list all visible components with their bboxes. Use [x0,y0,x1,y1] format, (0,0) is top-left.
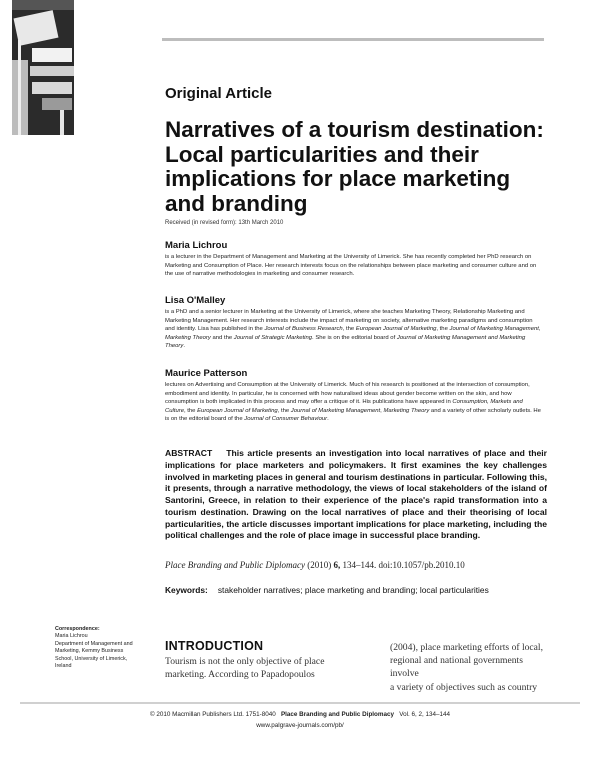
article-title: Narratives of a tourism destination: Local particularities and their implications for place marketing and branding [165,117,544,216]
journal-url[interactable]: www.palgrave-journals.com/pb/ [256,722,344,729]
body-text-left-column: Tourism is not the only objective of place marketing. According to Papadopoulos [165,656,325,681]
abstract-text: This article presents an investigation into local narratives of place and their implications for place marketers and policymakers. It first examines the key challenges involved in marketing places in general and tourism destinations in particular. Following this, it presents, through a narrative methodology, the views of local stakeholders of the island of Santorini, Greece, in relation to their experience of the place's rapid transformation into a tourism destination. Drawing on the local narratives of place and their theorising of local particularities, the article discusses important implications for place marketing, including the political challenges and the role of place image in successful place branding. [165,448,547,541]
correspondence: Correspondence: Maria Lichrou Department of Management and Marketing, Kemmy Business School, University of Limerick, Ireland [55,626,155,670]
correspondence-label: Correspondence: [55,626,100,632]
received-date: Received (in revised form): 13th March 2010 [165,220,284,226]
author-bio: lectures on Advertising and Consumption at the University of Limerick. Much of his research is positioned at the intersection of consumption, embodiment and identity. In particular, he is concerned with how naturalised ideas about gender become written on the skin, and how consumption is both implicated in this process and may offer a critique of it. His publications have appeared in Consumption, Markets and Culture, the European Journal of Marketing, the Journal of Marketing Management, Marketing Theory and a variety of other scholarly outlets. He is on the editorial board of the Journal of Consumer Behaviour. [165,382,541,423]
abstract-label: ABSTRACT [165,448,213,458]
abstract [165,448,547,542]
citation: Place Branding and Public Diplomacy (2010) 6, 134–144. doi:10.1057/pb.2010.10 [165,560,465,570]
keywords-label: Keywords: [165,585,208,595]
header-rule [162,38,544,41]
article-type: Original Article [165,85,272,102]
author-name: Lisa O'Malley [165,295,226,306]
journal-name: Place Branding and Public Diplomacy [280,711,394,718]
footer-rule [20,702,580,704]
author-bio: is a lecturer in the Department of Management and Marketing at the University of Limerick. She has recently completed her PhD research on Marketing and Consumption of Place. Her research interests focus on the relationships between place marketing and consumer culture and on the use of narrative methodologies in marketing and consumer research. [165,254,537,278]
keywords-text: stakeholder narratives; place marketing and branding; local particularities [217,585,489,595]
copyright: © 2010 Macmillan Publishers Ltd. 1751-8040 [149,711,276,718]
author-name: Maurice Patterson [165,368,248,379]
journal-issue: Vol. 6, 2, 134–144 [399,711,451,718]
body-text-right-column: (2004), place marketing efforts of local, regional and national governments involve a variety of objectives such as country [390,642,543,693]
introduction-heading: INTRODUCTION [165,639,264,653]
footer [0,711,600,718]
header-photo-image [12,0,74,135]
keywords [165,585,489,595]
author-bio: is a PhD and a senior lecturer in Marketing at the University of Limerick, where she teaches Marketing Theory, Relationship Marketing and Marketing Management. Her research interests include the impact of marketing on society, alternative marketing paradigms and consumption and identity. Lisa has published in the Journal of Business Research, the European Journal of Marketing, the Journal of Marketing Management, Marketing Theory and the Journal of Strategic Marketing. She is on the editorial board of Journal of Marketing Management and Marketing Theory. [165,309,541,350]
author-name: Maria Lichrou [165,240,228,251]
